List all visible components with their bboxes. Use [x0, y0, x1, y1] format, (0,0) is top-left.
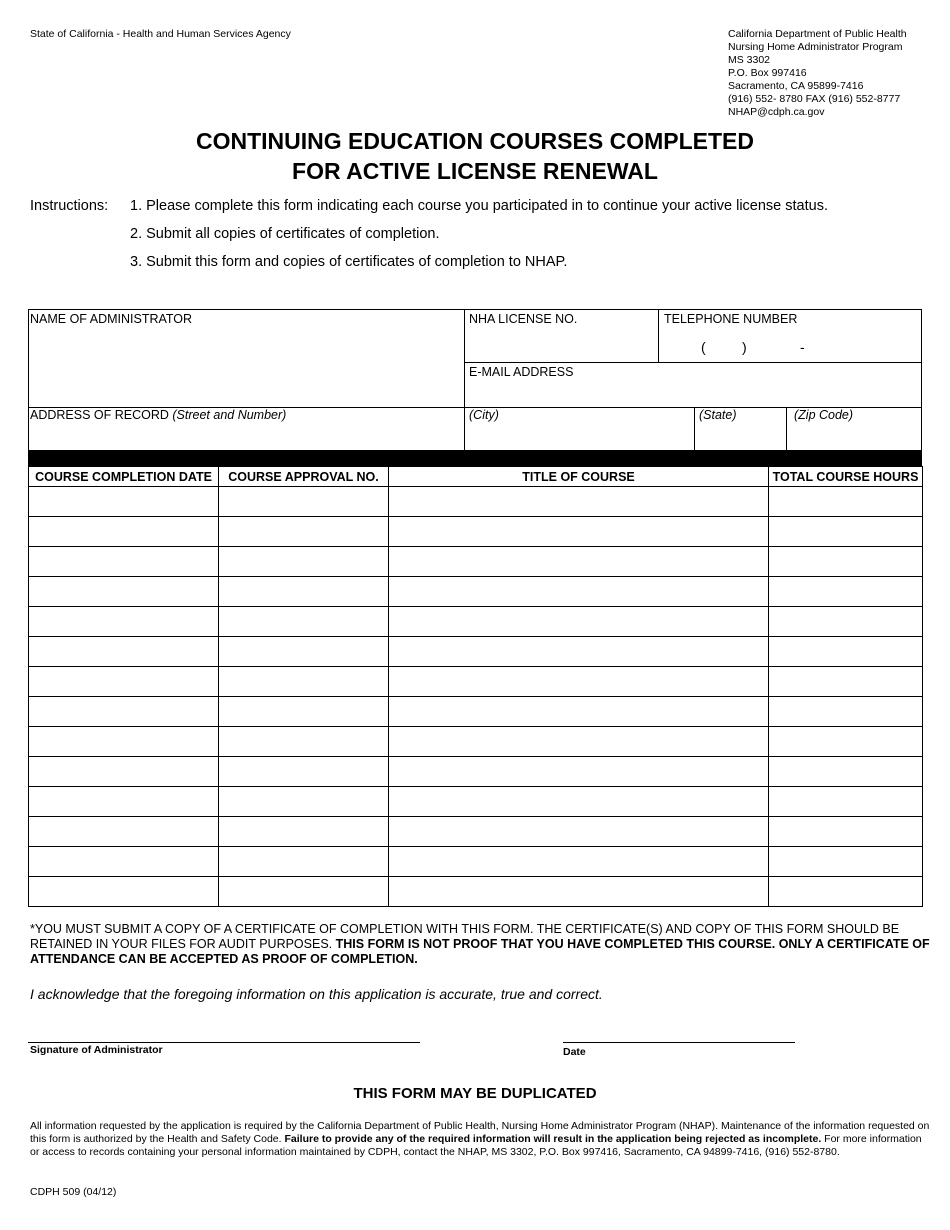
- table-row: [29, 697, 923, 727]
- table-row: [29, 607, 923, 637]
- course-title-cell[interactable]: [389, 847, 769, 877]
- course-title-cell[interactable]: [389, 667, 769, 697]
- column-header-course-title: TITLE OF COURSE: [389, 467, 769, 487]
- completion-date-cell[interactable]: [29, 637, 219, 667]
- course-title-cell[interactable]: [389, 607, 769, 637]
- signature-line[interactable]: [28, 1042, 420, 1043]
- approval-no-cell[interactable]: [219, 757, 389, 787]
- course-hours-cell[interactable]: [769, 817, 923, 847]
- dept-line: (916) 552- 8780 FAX (916) 552-8777: [728, 93, 901, 105]
- completion-date-cell[interactable]: [29, 487, 219, 517]
- table-row: [29, 787, 923, 817]
- approval-no-cell[interactable]: [219, 787, 389, 817]
- course-hours-cell[interactable]: [769, 637, 923, 667]
- table-row: [29, 637, 923, 667]
- table-row: [29, 727, 923, 757]
- course-title-cell[interactable]: [389, 877, 769, 907]
- instruction-step: 2. Submit all copies of certificates of completion.: [130, 226, 440, 242]
- instruction-step: 1. Please complete this form indicating each course you participated in to continue your active license status.: [130, 198, 828, 214]
- course-title-cell[interactable]: [389, 637, 769, 667]
- course-title-cell[interactable]: [389, 697, 769, 727]
- course-hours-cell[interactable]: [769, 757, 923, 787]
- column-header-completion-date: COURSE COMPLETION DATE: [29, 467, 219, 487]
- completion-date-cell[interactable]: [29, 727, 219, 757]
- approval-no-cell[interactable]: [219, 877, 389, 907]
- department-address: [728, 28, 907, 119]
- table-row: [29, 757, 923, 787]
- duplicate-notice: THIS FORM MAY BE DUPLICATED: [353, 1085, 597, 1102]
- dept-email: NHAP@cdph.ca.gov: [728, 106, 825, 118]
- table-row: [29, 547, 923, 577]
- completion-date-cell[interactable]: [29, 607, 219, 637]
- agency-name: State of California - Health and Human Services Agency: [30, 28, 291, 40]
- dept-line: Sacramento, CA 95899-7416: [728, 80, 864, 92]
- state-label: (State): [699, 408, 737, 422]
- phone-area-close: ): [742, 339, 747, 355]
- approval-no-cell[interactable]: [219, 547, 389, 577]
- approval-no-cell[interactable]: [219, 487, 389, 517]
- notice-text: *YOU MUST SUBMIT A COPY OF A CERTIFICATE OF COMPLETION WITH THIS FORM. THE CERTIFICATE(S) AND COPY OF THIS FORM SHOULD BE RETAINED IN YOUR FILES FOR AUDIT PURPOSES.: [30, 922, 900, 951]
- page-title: [0, 126, 950, 186]
- date-label: Date: [563, 1046, 586, 1058]
- approval-no-cell[interactable]: [219, 607, 389, 637]
- divider: [786, 407, 787, 451]
- column-header-approval-no: COURSE APPROVAL NO.: [219, 467, 389, 487]
- table-row: [29, 817, 923, 847]
- administrator-name-label: NAME OF ADMINISTRATOR: [30, 312, 193, 326]
- signature-label: Signature of Administrator: [30, 1044, 163, 1056]
- course-hours-cell[interactable]: [769, 517, 923, 547]
- acknowledgement: I acknowledge that the foregoing information on this application is accurate, true and correct.: [30, 986, 603, 1002]
- approval-no-cell[interactable]: [219, 847, 389, 877]
- privacy-text: All information requested by the application is required by the California Department of Public Health, Nursing Home Administrator Program (NHAP). Maintenance of the information requested on this form is authorized by the Health and Safety Code.: [30, 1120, 930, 1145]
- table-row: [29, 577, 923, 607]
- license-number-field[interactable]: [469, 312, 577, 326]
- email-label: E-MAIL ADDRESS: [469, 365, 574, 379]
- table-row: [29, 667, 923, 697]
- course-title-cell[interactable]: [389, 517, 769, 547]
- notice-bold-text: THIS FORM IS NOT PROOF THAT YOU HAVE COMPLETED THIS COURSE. ONLY A CERTIFICATE OF ATTENDANCE CAN BE ACCEPTED AS PROOF OF COMPLETION.: [30, 937, 930, 966]
- license-number-label: NHA LICENSE NO.: [469, 312, 578, 326]
- course-hours-cell[interactable]: [769, 607, 923, 637]
- instructions-label: Instructions:: [30, 198, 109, 214]
- dept-line: California Department of Public Health: [728, 28, 907, 40]
- divider: [464, 362, 922, 363]
- course-hours-cell[interactable]: [769, 487, 923, 517]
- table-header-bar: [28, 450, 922, 466]
- table-row: [29, 877, 923, 907]
- approval-no-cell[interactable]: [219, 667, 389, 697]
- instruction-step: 3. Submit this form and copies of certificates of completion to NHAP.: [130, 254, 568, 270]
- date-line[interactable]: [563, 1042, 795, 1043]
- divider: [658, 309, 659, 363]
- divider: [694, 407, 695, 451]
- course-title-cell[interactable]: [389, 547, 769, 577]
- course-title-cell[interactable]: [389, 787, 769, 817]
- course-hours-cell[interactable]: [769, 547, 923, 577]
- course-hours-cell[interactable]: [769, 877, 923, 907]
- column-header-course-hours: TOTAL COURSE HOURS: [769, 467, 923, 487]
- approval-no-cell[interactable]: [219, 577, 389, 607]
- approval-no-cell[interactable]: [219, 637, 389, 667]
- form-number: CDPH 509 (04/12): [30, 1186, 117, 1198]
- course-title-cell[interactable]: [389, 577, 769, 607]
- course-rows: [29, 487, 923, 907]
- zip-field[interactable]: [794, 408, 853, 422]
- privacy-notice: [30, 1120, 930, 1159]
- table-header-row: [29, 467, 923, 487]
- approval-no-cell[interactable]: [219, 727, 389, 757]
- table-row: [29, 487, 923, 517]
- address-label: ADDRESS OF RECORD: [30, 408, 169, 422]
- completion-date-cell[interactable]: [29, 697, 219, 727]
- course-title-cell[interactable]: [389, 487, 769, 517]
- city-label: (City): [469, 408, 499, 422]
- course-hours-cell[interactable]: [769, 577, 923, 607]
- zip-label: (Zip Code): [794, 408, 854, 422]
- privacy-contact-text: For more information or access to records containing your personal information maintained by CDPH, contact the NHAP, MS 3302, P.O. Box 997416, Sacramento, CA 94899-7416, (916) 552-8780.: [30, 1133, 922, 1158]
- table-row: [29, 517, 923, 547]
- completion-date-cell[interactable]: [29, 877, 219, 907]
- telephone-label: TELEPHONE NUMBER: [664, 312, 798, 326]
- completion-date-cell[interactable]: [29, 517, 219, 547]
- email-field[interactable]: [469, 365, 573, 379]
- course-title-cell[interactable]: [389, 727, 769, 757]
- dept-line: Nursing Home Administrator Program: [728, 41, 903, 53]
- dept-line: MS 3302: [728, 54, 771, 66]
- privacy-bold-text: Failure to provide any of the required information will result in the application being rejected as incomplete.: [284, 1133, 822, 1145]
- completion-date-cell[interactable]: [29, 787, 219, 817]
- course-hours-cell[interactable]: [769, 667, 923, 697]
- completion-date-cell[interactable]: [29, 667, 219, 697]
- address-hint: (Street and Number): [172, 408, 287, 422]
- approval-no-cell[interactable]: [219, 517, 389, 547]
- administrator-name-field[interactable]: [30, 312, 192, 326]
- course-hours-cell[interactable]: [769, 787, 923, 817]
- approval-no-cell[interactable]: [219, 817, 389, 847]
- table-row: [29, 847, 923, 877]
- title-line-2: FOR ACTIVE LICENSE RENEWAL: [292, 158, 658, 184]
- completion-date-cell[interactable]: [29, 577, 219, 607]
- dept-line: P.O. Box 997416: [728, 67, 807, 79]
- certificate-notice: [30, 922, 930, 967]
- course-hours-cell[interactable]: [769, 727, 923, 757]
- instructions-steps: [130, 192, 930, 276]
- approval-no-cell[interactable]: [219, 697, 389, 727]
- course-title-cell[interactable]: [389, 817, 769, 847]
- course-table: [28, 466, 923, 907]
- completion-date-cell[interactable]: [29, 817, 219, 847]
- completion-date-cell[interactable]: [29, 547, 219, 577]
- completion-date-cell[interactable]: [29, 757, 219, 787]
- state-field[interactable]: [699, 408, 737, 422]
- completion-date-cell[interactable]: [29, 847, 219, 877]
- administrator-info-box: [28, 309, 922, 451]
- city-field[interactable]: [469, 408, 499, 422]
- course-title-cell[interactable]: [389, 757, 769, 787]
- course-hours-cell[interactable]: [769, 847, 923, 877]
- telephone-field[interactable]: [664, 312, 797, 326]
- phone-dash: -: [800, 339, 805, 355]
- phone-area-open: (: [701, 339, 706, 355]
- title-line-1: CONTINUING EDUCATION COURSES COMPLETED: [196, 128, 754, 154]
- divider: [464, 309, 465, 451]
- course-hours-cell[interactable]: [769, 697, 923, 727]
- address-field[interactable]: [30, 408, 286, 422]
